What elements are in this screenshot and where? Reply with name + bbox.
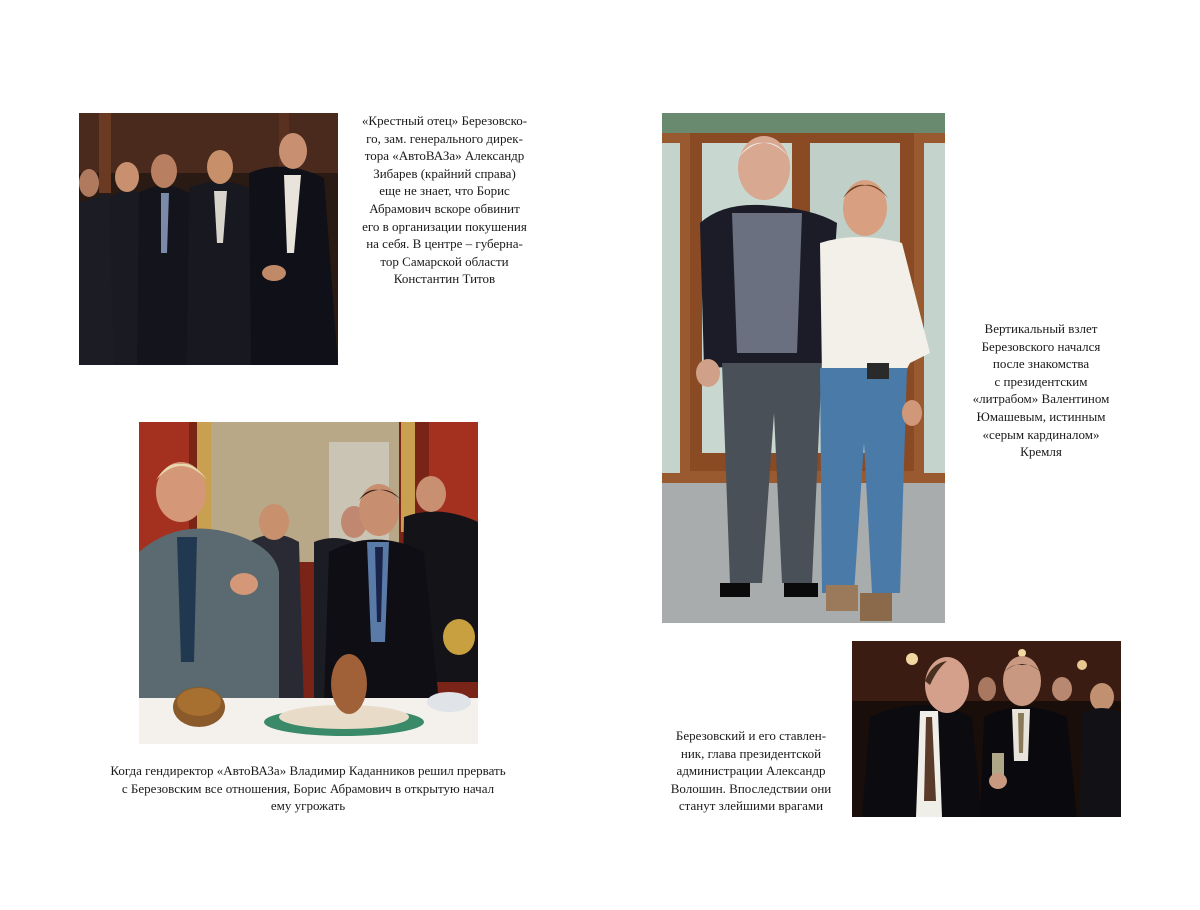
photo-group-officials: [79, 113, 338, 365]
caption-kadannikov: Когда гендиректор «АвтоВАЗа» Владимир Каданников решил прервать с Березовским все отношения, Борис Абрамович в открытую начал ему угрожать: [110, 763, 506, 814]
caption-zibarev: «Крестный отец» Березовско- го, зам. генерального дирек- тора «АвтоВАЗа» Александр Зибарев (крайний справа) еще не знает, что Борис Абрамович вскоре обвинит его в организации покушения на себя. В центре – губерна- тор Самарской области Константин Титов: [361, 113, 528, 287]
photo-kadannikov-banquet: [139, 422, 478, 744]
photo-berezovsky-voloshin: [852, 641, 1121, 817]
caption-yumashev: Вертикальный взлет Березовского начался после знакомства с президентским «литрабом» Валентином Юмашевым, истинным «серым кардиналом» Кремля: [972, 321, 1110, 460]
photo-yeltsin-yumashev: [662, 113, 945, 623]
caption-voloshin: Березовский и его ставлен- ник, глава президентской администрации Александр Волошин. Впоследствии они станут злейшими врагами: [670, 728, 832, 814]
